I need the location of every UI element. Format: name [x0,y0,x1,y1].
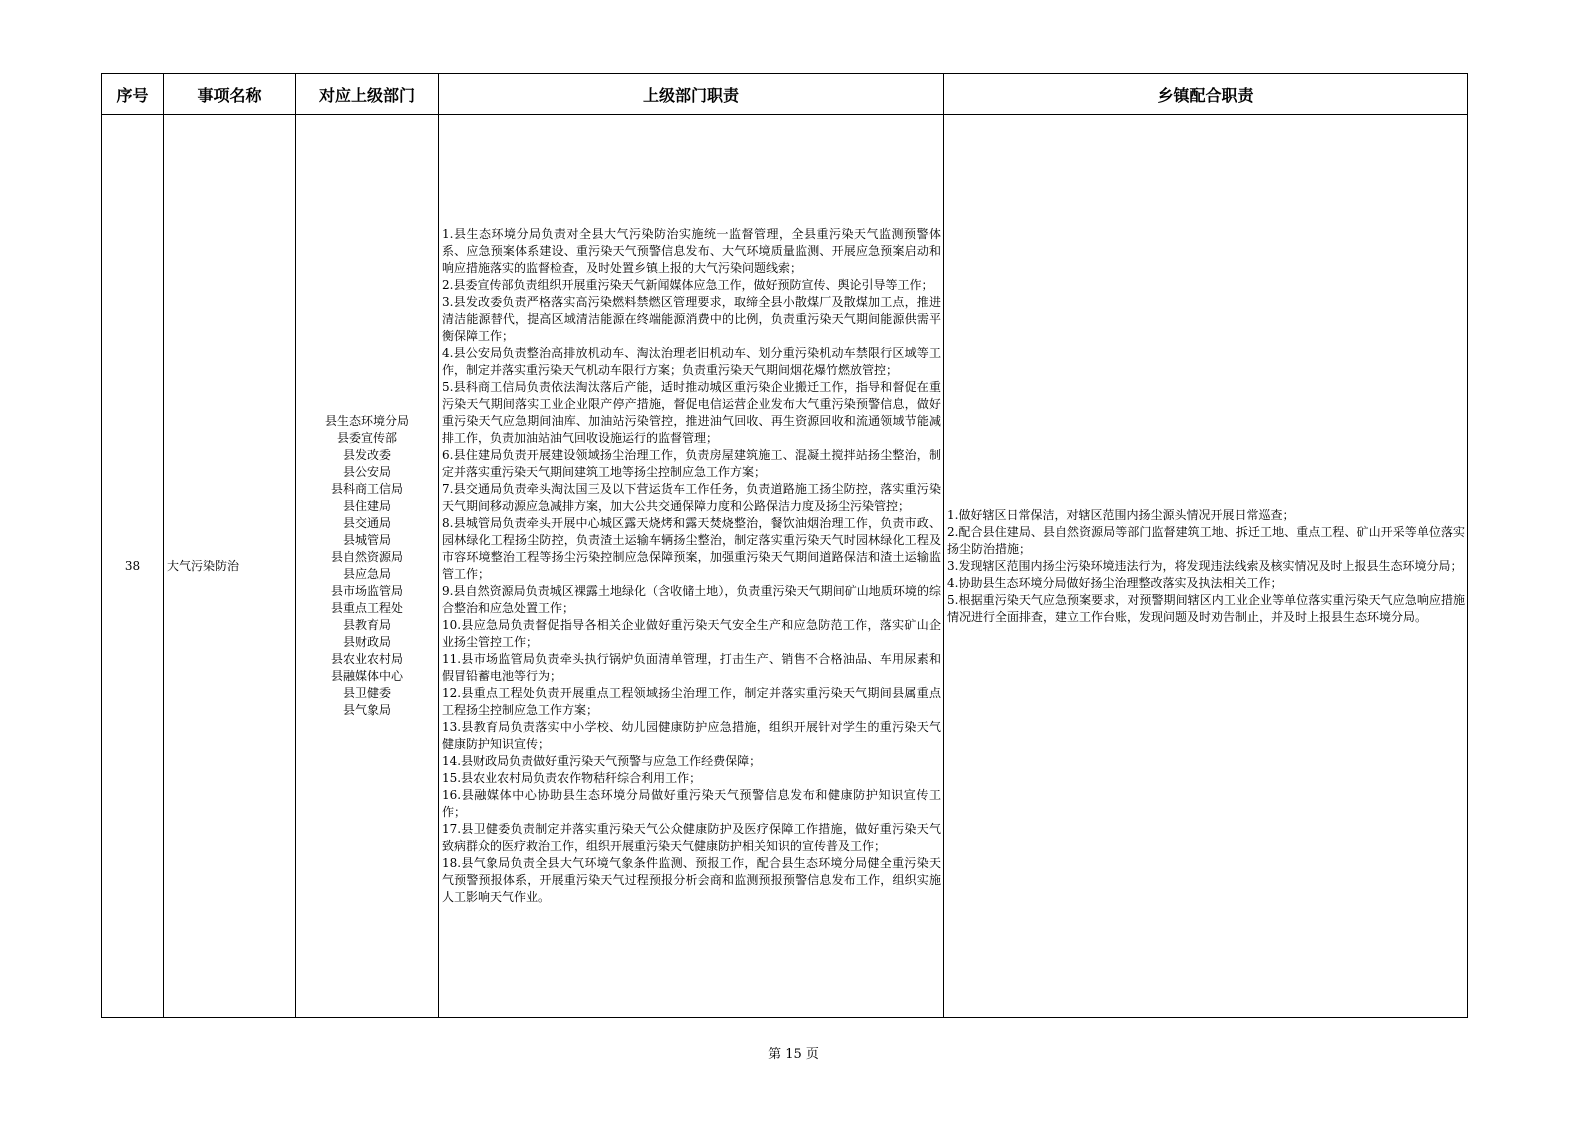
department-item: 县公安局 [342,465,391,479]
superior-duty-item: 6.县住建局负责开展建设领域扬尘治理工作，负责房屋建筑施工、混凝土搅拌站扬尘整治，制定并落实重污染天气期间建筑工地等扬尘控制应急工作方案； [442,448,941,479]
superior-duty-item: 2.县委宣传部负责组织开展重污染天气新闻媒体应急工作，做好预防宣传、舆论引导等工作； [442,278,934,292]
department-item: 县气象局 [342,703,391,717]
department-item: 县城管局 [342,533,391,547]
department-item: 县农业农村局 [330,652,403,666]
header-superior-department: 对应上级部门 [296,74,439,115]
township-duty-item: 1.做好辖区日常保洁，对辖区范围内扬尘源头情况开展日常巡查； [947,507,1295,522]
row-number: 38 [102,115,164,1018]
superior-duty-item: 17.县卫健委负责制定并落实重污染天气公众健康防护及医疗保障工作措施，做好重污染天气致病群众的医疗救治工作，组织开展重污染天气健康防护相关知识的宣传普及工作； [442,822,941,853]
row-item-name: 大气污染防治 [164,115,296,1018]
department-item: 县融媒体中心 [330,669,403,683]
department-item: 县自然资源局 [330,550,403,564]
superior-duty-item: 8.县城管局负责牵头开展中心城区露天烧烤和露天焚烧整治，餐饮油烟治理工作，负责市政、园林绿化工程扬尘防控，负责渣土运输车辆扬尘整治，制定落实重污染天气时园林绿化工程及市容环境整治工程等扬尘污染控制应急保障预案，加强重污染天气期间道路保洁和渣土运输监管工作； [442,516,941,581]
header-superior-duties: 上级部门职责 [439,74,944,115]
superior-duty-item: 16.县融媒体中心协助县生态环境分局做好重污染天气预警信息发布和健康防护知识宣传工作； [442,788,941,819]
township-duty-item: 5.根据重污染天气应急预案要求，对预警期间辖区内工业企业等单位落实重污染天气应急响应措施情况进行全面排查，建立工作台账，发现问题及时劝告制止，并及时上报县生态环境分局。 [947,592,1465,624]
department-item: 县生态环境分局 [324,414,409,428]
superior-duty-item: 4.县公安局负责整治高排放机动车、淘汰治理老旧机动车、划分重污染机动车禁限行区域等工作，制定并落实重污染天气机动车限行方案；负责重污染天气期间烟花爆竹燃放管控； [442,346,941,377]
table-header-row [102,74,1468,115]
department-item: 县发改委 [342,448,391,462]
header-township-duties: 乡镇配合职责 [944,74,1468,115]
superior-duty-item: 1.县生态环境分局负责对全县大气污染防治实施统一监督管理，全县重污染天气监测预警体系、应急预案体系建设、重污染天气预警信息发布、大气环境质量监测、开展应急预案启动和响应措施落实的监督检查，及时处置乡镇上报的大气污染问题线索； [442,227,941,275]
superior-duty-item: 18.县气象局负责全县大气环境气象条件监测、预报工作，配合县生态环境分局健全重污染天气预警预报体系，开展重污染天气过程预报分析会商和监测预报预警信息发布工作，组织实施人工影响天气作业。 [442,856,941,904]
township-duty-item: 3.发现辖区范围内扬尘污染环境违法行为，将发现违法线索及核实情况及时上报县生态环境分局； [947,558,1463,573]
department-item: 县财政局 [342,635,391,649]
township-duty-item: 2.配合县住建局、县自然资源局等部门监督建筑工地、拆迁工地、重点工程、矿山开采等单位落实扬尘防治措施； [947,524,1465,556]
superior-duty-item: 9.县自然资源局负责城区裸露土地绿化（含收储土地），负责重污染天气期间矿山地质环境的综合整治和应急处置工作； [442,584,941,615]
superior-duty-item: 5.县科商工信局负责依法淘汰落后产能，适时推动城区重污染企业搬迁工作，指导和督促在重污染天气期间落实工业企业限产停产措施，督促电信运营企业发布大气重污染预警信息，做好重污染天气应急期间油库、加油站污染管控，推进油气回收、再生资源回收和流通领域节能减排工作，负责加油站油气回收设施运行的监督管理； [442,380,941,445]
table-row [102,115,1468,1018]
superior-duty-item: 3.县发改委负责严格落实高污染燃料禁燃区管理要求，取缔全县小散煤厂及散煤加工点，推进清洁能源替代，提高区域清洁能源在终端能源消费中的比例，负责重污染天气期间能源供需平衡保障工作； [442,295,941,343]
row-superior-duties [439,115,944,1018]
responsibility-table [101,73,1468,1018]
department-item: 县委宣传部 [336,431,397,445]
superior-duty-item: 13.县教育局负责落实中小学校、幼儿园健康防护应急措施，组织开展针对学生的重污染天气健康防护知识宣传； [442,720,941,751]
superior-duty-item: 10.县应急局负责督促指导各相关企业做好重污染天气安全生产和应急防范工作，落实矿山企业扬尘管控工作； [442,618,941,649]
department-item: 县卫健委 [342,686,391,700]
township-duty-list [944,507,1467,626]
department-item: 县教育局 [342,618,391,632]
header-number: 序号 [102,74,164,115]
row-departments [296,115,439,1018]
township-duty-item: 4.协助县生态环境分局做好扬尘治理整改落实及执法相关工作； [947,575,1283,590]
header-item-name: 事项名称 [164,74,296,115]
department-item: 县重点工程处 [330,601,403,615]
department-item: 县交通局 [342,516,391,530]
superior-duty-item: 14.县财政局负责做好重污染天气预警与应急工作经费保障； [442,754,762,768]
superior-duty-list [439,226,943,906]
department-item: 县住建局 [342,499,391,513]
superior-duty-item: 15.县农业农村局负责农作物秸秆综合利用工作； [442,771,702,785]
superior-duty-item: 12.县重点工程处负责开展重点工程领域扬尘治理工作，制定并落实重污染天气期间县属重点工程扬尘控制应急工作方案； [442,686,941,717]
row-township-duties [944,115,1468,1018]
superior-duty-item: 7.县交通局负责牵头淘汰国三及以下营运货车工作任务，负责道路施工扬尘防控，落实重污染天气期间移动源应急减排方案，加大公共交通保障力度和公路保洁力度及扬尘污染管控； [442,482,941,513]
page-number: 第 15 页 [768,1047,819,1062]
department-item: 县应急局 [342,567,391,581]
department-list [296,413,438,719]
department-item: 县市场监管局 [330,584,403,598]
department-item: 县科商工信局 [330,482,403,496]
superior-duty-item: 11.县市场监管局负责牵头执行锅炉负面清单管理，打击生产、销售不合格油品、车用尿素和假冒铅蓄电池等行为； [442,652,941,683]
